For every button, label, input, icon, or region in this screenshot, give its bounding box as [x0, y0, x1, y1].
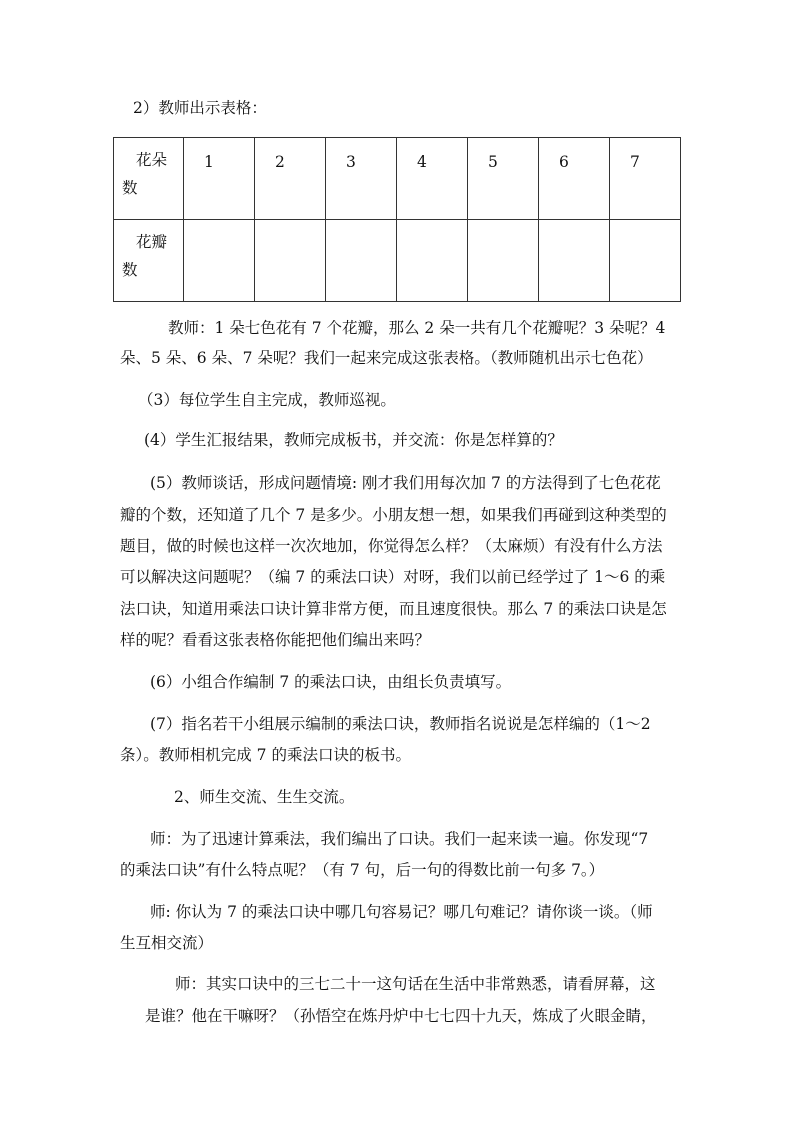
- table-cell: 5: [468, 138, 539, 220]
- paragraph-line: 法口诀，知道用乘法口诀计算非常方便，而且速度很快。那么 7 的乘法口诀是怎: [120, 600, 667, 618]
- row-label-line: 花瓣: [136, 233, 168, 251]
- paragraph-line: (6）小组合作编制 7 的乘法口诀，由组长负责填写。: [150, 673, 512, 691]
- table-cell: 6: [539, 138, 610, 220]
- row-label-line: 花朵: [136, 151, 168, 169]
- paragraph-line: 教师：1 朵七色花有 7 个花瓣，那么 2 朵一共有几个花瓣呢？3 朵呢？4: [168, 319, 666, 337]
- table-cell-empty: [255, 220, 326, 302]
- paragraph-line: 师：其实口诀中的三七二十一这句话在生活中非常熟悉，请看屏幕，这: [175, 975, 656, 993]
- table-heading: 2）教师出示表格：: [133, 99, 267, 117]
- row-label-line: 数: [122, 261, 138, 279]
- petal-table: [113, 137, 681, 302]
- row-label-flowers: [114, 138, 184, 220]
- table-cell: 1: [184, 138, 255, 220]
- paragraph-line: 样的呢？看看这张表格你能把他们编出来吗？: [120, 631, 431, 649]
- table-cell: 7: [610, 138, 681, 220]
- paragraph-line: 条）。教师相机完成 7 的乘法口诀的板书。: [120, 746, 411, 764]
- table-cell-empty: [610, 220, 681, 302]
- paragraph-line: 2、师生交流、生生交流。: [174, 788, 355, 806]
- table-cell-empty: [184, 220, 255, 302]
- table-row: [114, 220, 681, 302]
- paragraph-line: (7）指名若干小组展示编制的乘法口诀，教师指名说说是怎样编的（1～2: [150, 715, 651, 733]
- table-cell: 2: [255, 138, 326, 220]
- paragraph-line: (4）学生汇报结果，教师完成板书，并交流：你是怎样算的？: [144, 431, 563, 449]
- table-cell-empty: [397, 220, 468, 302]
- table-cell-empty: [468, 220, 539, 302]
- paragraph-line: (5）教师谈话，形成问题情境: 刚才我们用每次加 7 的方法得到了七色花花: [150, 474, 661, 492]
- row-label-line: 数: [122, 179, 138, 197]
- paragraph-line: 可以解决这问题呢？（编 7 的乘法口诀）对呀，我们以前已经学过了 1～6 的乘: [120, 568, 666, 586]
- paragraph-line: 的乘法口诀”有什么特点呢？（有 7 句，后一句的得数比前一句多 7。）: [120, 861, 605, 879]
- paragraph-line: （3）每位学生自主完成，教师巡视。: [138, 391, 396, 409]
- paragraph-line: 是谁？他在干嘛呀？（孙悟空在炼丹炉中七七四十九天，炼成了火眼金睛，: [145, 1007, 657, 1025]
- table-cell-empty: [326, 220, 397, 302]
- paragraph-line: 师：为了迅速计算乘法，我们编出了口诀。我们一起来读一遍。你发现“7: [150, 830, 649, 848]
- table-cell-empty: [539, 220, 610, 302]
- paragraph-line: 生互相交流）: [120, 934, 214, 952]
- table-row: [114, 138, 681, 220]
- paragraph-line: 朵、5 朵、6 朵、7 朵呢？我们一起来完成这张表格。（教师随机出示七色花）: [120, 349, 653, 367]
- paragraph-line: 题目，做的时候也这样一次次地加，你觉得怎么样？（太麻烦）有没有什么方法: [120, 537, 663, 555]
- paragraph-line: 瓣的个数，还知道了几个 7 是多少。小朋友想一想，如果我们再碰到这种类型的: [120, 506, 667, 524]
- table-cell: 3: [326, 138, 397, 220]
- row-label-petals: [114, 220, 184, 302]
- table-cell: 4: [397, 138, 468, 220]
- paragraph-line: 师: 你认为 7 的乘法口诀中哪几句容易记？哪几句难记？请你谈一谈。（师: [150, 903, 653, 921]
